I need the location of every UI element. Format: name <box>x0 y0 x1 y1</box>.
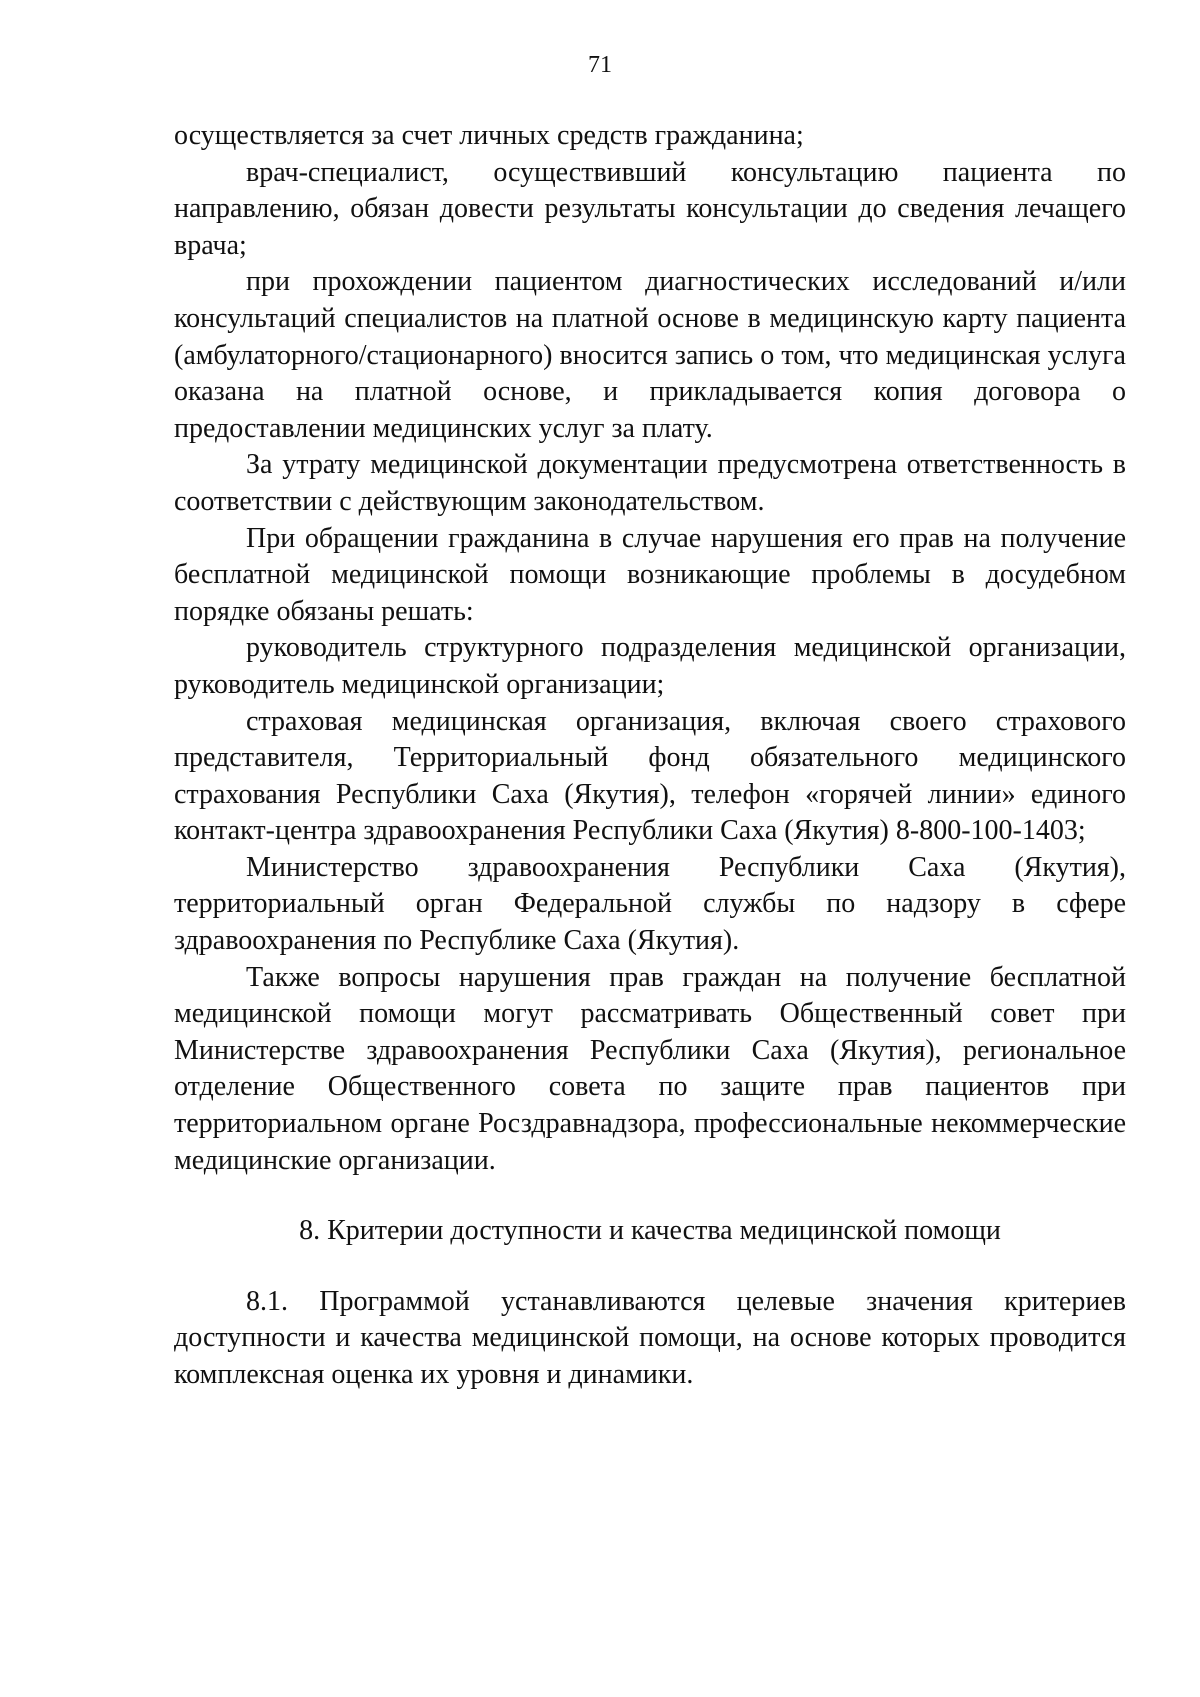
page-number: 71 <box>588 52 612 78</box>
paragraph: Также вопросы нарушения прав граждан на получение бесплатной медицинской помощи могут рассматривать Общественный совет при Министерстве здравоохранения Республики Саха (Якутия), региональное отделение Общественного совета по защите прав пациентов при территориальном органе Росздравнадзора, профессиональные некоммерческие медицинские организации. <box>174 961 1126 1176</box>
paragraph: При обращении гражданина в случае нарушения его прав на получение бесплатной медицинской помощи возникающие проблемы в досудебном порядке обязаны решать: <box>174 522 1126 627</box>
paragraph: Министерство здравоохранения Республики Саха (Якутия), территориальный орган Федеральной службы по надзору в сфере здравоохранения по Республике Саха (Якутия). <box>174 851 1126 957</box>
paragraph: при прохождении пациентом диагностических исследований и/или консультаций специалистов на платной основе в медицинскую карту пациента (амбулаторного/стационарного) вносится запись о том, что медицинская услуга оказана на платной основе, и прикладывается копия договора о предоставлении медицинских услуг за плату. <box>174 266 1126 444</box>
document-body <box>174 118 1126 1394</box>
paragraph: За утрату медицинской документации предусмотрена ответственность в соответствии с действующим законодательством. <box>174 449 1126 517</box>
section-heading: 8. Критерии доступности и качества медицинской помощи <box>299 1215 1001 1247</box>
paragraph: врач-специалист, осуществивший консультацию пациента по направлению, обязан довести результаты консультации до сведения лечащего врача; <box>174 156 1126 261</box>
paragraph: 8.1. Программой устанавливаются целевые значения критериев доступности и качества медицинской помощи, на основе которых проводится комплексная оценка их уровня и динамики. <box>174 1285 1126 1390</box>
paragraph: руководитель структурного подразделения медицинской организации, руководитель медицинской организации; <box>174 632 1126 700</box>
paragraph: осуществляется за счет личных средств гражданина; <box>174 120 804 151</box>
paragraph: страховая медицинская организация, включая своего страхового представителя, Территориальный фонд обязательного медицинского страхования Республики Саха (Якутия), телефон «горячей линии» единого контакт-центра здравоохранения Республики Саха (Якутия) 8-800-100-1403; <box>174 705 1126 847</box>
